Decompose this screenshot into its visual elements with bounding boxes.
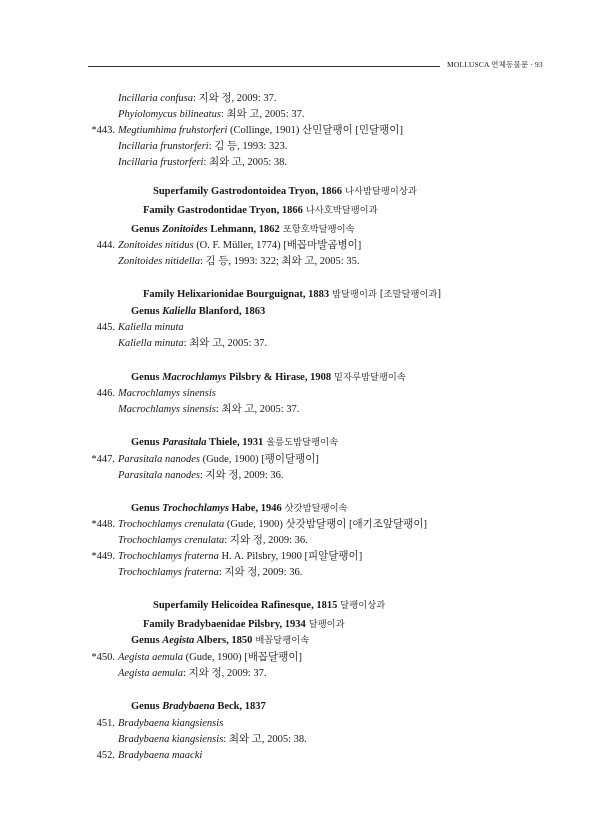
species-name: Zonitoides nitidus [118,240,194,251]
taxon-label: Family Gastrodontidae Tryon, 1866 [143,205,303,216]
korean-name: 밤달팽이과 [조말달팽이과] [329,289,442,300]
synonym-entry [118,733,307,746]
korean-name: 나사호박달팽이과 [302,205,378,216]
new-record-star: * [91,551,97,562]
species-author: (Gude, 1900) [팽이달팽이] [199,454,319,465]
korean-name: 배꼽달팽이속 [252,635,310,646]
species-number-text: 451. [96,718,115,729]
species-number-text: 448. [96,519,115,530]
species-author: (Gude, 1900) [배꼽달팽이] [183,652,302,663]
korean-name: 달팽이과 [305,619,345,630]
species-number-text: 449. [96,551,115,562]
species-author: (Collinge, 1901) 산민달팽이 [민달팽이] [227,125,403,136]
family-heading [143,204,378,217]
synonym-name: Parasitala nanodes [118,470,200,481]
taxon-author: Albers, 1850 [194,635,253,646]
genus-name: Bradybaena [162,701,215,712]
synonym-citation: : 최와 고, 2005: 38. [223,734,307,745]
taxon-label: Family Bradybaenidae Pilsbry, 1934 [143,619,306,630]
species-name: Parasitala nanodes [118,454,200,465]
synonym-citation: : 김 등, 1993: 323. [208,141,288,152]
species-number [88,124,115,137]
korean-name: 밑자루밤달팽이속 [331,372,406,383]
new-record-star: * [91,652,97,663]
species-entry [118,387,216,400]
family-heading [143,288,441,301]
genus-name: Macrochlamys [162,372,227,383]
korean-name: 나사밤달팽이상과 [342,186,417,197]
taxon-author: Habe, 1946 [228,503,282,514]
species-number-text: 447. [96,454,115,465]
synonym-citation: : 최와 고, 2005: 38. [203,157,287,168]
synonym-citation: : 김 등, 1993: 322; 최와 고, 2005: 35. [199,256,360,267]
synonym-entry [118,140,287,153]
species-name: Kaliella minuta [118,322,184,333]
synonym-citation: : 지와 정, 2009: 37. [192,93,277,104]
species-number-text: 444. [96,240,115,251]
species-number [88,651,115,664]
species-number [88,749,115,762]
species-number-text: 452. [96,750,115,761]
synonym-name: Aegista aemula [118,668,184,679]
species-number-text: 450. [96,652,115,663]
taxon-label: Genus [131,306,163,317]
genus-name: Aegista [162,635,195,646]
species-name: Megtiumhima fruhstorferi [118,125,228,136]
synonym-name: Trochochlamys crenulata [118,535,225,546]
synonym-citation: : 지와 정, 2009: 36. [218,567,303,578]
korean-name: 삿갓밤달팽이속 [281,503,348,514]
taxon-label: Genus [131,635,163,646]
synonym-entry [118,667,267,680]
species-name: Macrochlamys sinensis [118,388,216,399]
synonym-name: Bradybaena kiangsiensis [118,734,224,745]
synonym-entry [118,403,299,416]
genus-heading [131,223,355,236]
synonym-entry [118,534,308,547]
species-author: (Gude, 1900) 삿갓밤달팽이 [애기조앞달팽이] [224,519,427,530]
genus-heading [131,700,266,713]
species-number [88,550,115,563]
synonym-entry [118,337,267,350]
species-name: Bradybaena maacki [118,750,203,761]
species-number [88,717,115,730]
running-header: MOLLUSCA 연체동물문 · 93 [447,60,543,69]
species-name: Trochochlamys fraterna [118,551,219,562]
korean-name: 포항호박달팽이속 [279,224,355,235]
species-number [88,387,115,400]
synonym-citation: : 지와 정, 2009: 36. [199,470,284,481]
species-entry [118,124,403,137]
synonym-name: Zonitoides nitidella [118,256,200,267]
genus-heading [131,502,348,515]
taxon-label: Family Helixarionidae Bourguignat, 1883 [143,289,330,300]
species-entry [118,717,223,730]
new-record-star: * [91,454,97,465]
genus-heading [131,371,406,384]
species-author: (O. F. Müller, 1774) [배꼽마발곱병이] [193,240,362,251]
species-number-text: 446. [96,388,115,399]
synonym-entry [118,108,304,121]
species-name: Aegista aemula [118,652,184,663]
species-number-text: 445. [96,322,115,333]
taxon-author: Thiele, 1931 [206,437,264,448]
taxon-label: Superfamily Helicoidea Rafinesque, 1815 [153,600,338,611]
species-entry [118,550,362,563]
superfamily-heading [153,185,417,198]
synonym-entry [118,566,302,579]
species-name: Bradybaena kiangsiensis [118,718,224,729]
synonym-citation: : 지와 정, 2009: 36. [224,535,308,546]
synonym-name: Phyiolomycus bilineatus [118,109,221,120]
new-record-star: * [91,125,97,136]
species-entry [118,453,319,466]
taxon-label: Superfamily Gastrodontoidea Tryon, 1866 [153,186,343,197]
taxon-author: Lehmann, 1862 [207,224,280,235]
taxon-label: Genus [131,372,163,383]
species-entry [118,749,202,762]
genus-name: Trochochlamys [162,503,229,514]
species-entry [118,518,427,531]
species-entry [118,239,361,252]
synonym-name: Macrochlamys sinensis [118,404,216,415]
genus-name: Kaliella [162,306,197,317]
species-number [88,321,115,334]
synonym-citation: : 최와 고, 2005: 37. [215,404,300,415]
korean-name: 울릉도밤달팽이속 [263,437,339,448]
taxon-author: Beck, 1837 [214,701,266,712]
taxon-label: Genus [131,224,163,235]
genus-heading [131,305,265,318]
family-heading [143,618,345,631]
genus-name: Parasitala [162,437,207,448]
synonym-name: Incillaria frustorferi [118,157,204,168]
taxon-author: Blanford, 1863 [196,306,266,317]
synonym-name: Incillaria frunstorferi [118,141,209,152]
synonym-name: Kaliella minuta [118,338,184,349]
taxon-label: Genus [131,503,163,514]
species-number [88,453,115,466]
genus-heading [131,634,309,647]
superfamily-heading [153,599,385,612]
taxon-label: Genus [131,437,163,448]
species-number [88,518,115,531]
synonym-citation: : 최와 고, 2005: 37. [183,338,268,349]
species-number [88,239,115,252]
species-name: Trochochlamys crenulata [118,519,225,530]
taxon-author: Pilsbry & Hirase, 1908 [226,372,332,383]
synonym-citation: : 최와 고, 2005: 37. [220,109,305,120]
synonym-entry [118,156,287,169]
synonym-entry [118,92,276,105]
header-rule [88,66,440,67]
synonym-name: Trochochlamys fraterna [118,567,219,578]
new-record-star: * [91,519,97,530]
synonym-entry [118,255,359,268]
genus-name: Zonitoides [162,224,208,235]
species-entry [118,651,302,664]
species-entry [118,321,184,334]
synonym-citation: : 지와 정, 2009: 37. [183,668,267,679]
korean-name: 달팽이상과 [337,600,386,611]
synonym-name: Incillaria confusa [118,93,193,104]
synonym-entry [118,469,283,482]
genus-heading [131,436,338,449]
taxon-label: Genus [131,701,163,712]
species-author: H. A. Pilsbry, 1900 [피알달팽이] [218,551,363,562]
species-number-text: 443. [96,125,115,136]
